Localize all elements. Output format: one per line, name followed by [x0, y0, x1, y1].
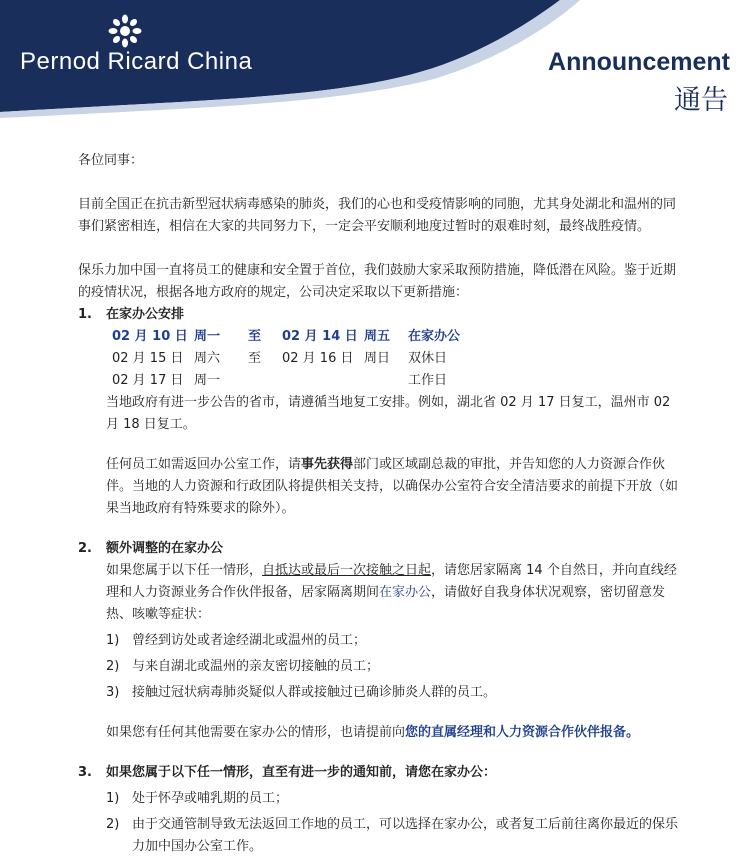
schedule-status: 双休日 [408, 351, 448, 366]
schedule-to-day [364, 370, 408, 392]
section-1-approval-paragraph [78, 454, 684, 520]
emphasis-text: 您的直属经理和人力资源合作伙伴报备。 [405, 725, 640, 740]
list-item-text: 由于交通管制导致无法返回工作地的员工，可以选择在家办公，或者复工后前往离你最近的保乐力加中国办公室工作。 [132, 817, 679, 854]
pernod-ricard-logo-icon [108, 14, 142, 48]
list-item-text: 曾经到访处或者途经湖北或温州的员工； [132, 633, 367, 648]
schedule-to-day: 周日 [364, 351, 391, 366]
section-3-heading [78, 762, 684, 784]
schedule-to-word: 至 [248, 351, 262, 366]
underlined-text: 自抵达或最后一次接触之日起 [262, 563, 432, 578]
emphasis-text: 事先获得 [301, 457, 354, 472]
list-item-text: 与来自湖北或温州的亲友密切接触的员工； [132, 659, 380, 674]
section-2-lead-paragraph [78, 560, 684, 626]
schedule-from-date: 02 月 10 日 [112, 329, 188, 344]
intro-paragraph-1: 目前全国正在抗击新型冠状病毒感染的肺炎，我们的心也和受疫情影响的同胞，尤其身处湖北和温州的同事们紧密相连，相信在大家的共同努力下，一定会平安顺利地度过暂时的艰难时刻，最终战胜疫情。 [78, 197, 677, 234]
text-run: ，请做好自我身体状况观察，密切留意发热、咳嗽等症状： [106, 585, 666, 622]
section-title: 在家办公安排 [106, 307, 185, 322]
schedule-to-date [282, 370, 364, 392]
schedule-status: 工作日 [408, 373, 448, 388]
schedule-row [112, 348, 488, 370]
text-run: 任何员工如需返回办公室工作，请 [106, 457, 302, 472]
list-item-text: 接触过冠状病毒肺炎疑似人群或接触过已确诊肺炎人群的员工。 [132, 685, 497, 700]
brand-name: Pernod Ricard China [20, 48, 253, 75]
list-item-number: 2) [106, 659, 120, 674]
list-item [78, 682, 684, 704]
announcement-title-zh: 通告 [674, 85, 728, 116]
list-item-number: 1) [106, 633, 120, 648]
schedule-row [112, 326, 488, 348]
intro-paragraph-2: 保乐力加中国一直将员工的健康和安全置于首位，我们鼓励大家采取预防措施，降低潜在风险。鉴于近期的疫情状况，根据各地方政府的规定，公司决定采取以下更新措施： [78, 263, 677, 300]
list-item-number: 1) [106, 791, 120, 806]
greeting: 各位同事： [78, 153, 144, 168]
schedule-from-date: 02 月 15 日 [112, 351, 184, 366]
list-item [78, 814, 684, 858]
schedule-from-day: 周一 [194, 373, 221, 388]
schedule-table [112, 326, 488, 392]
list-item-number: 3) [106, 685, 120, 700]
schedule-row [112, 370, 488, 392]
schedule-to-word [248, 370, 282, 392]
section-number: 2. [78, 541, 92, 556]
text-run: 如果您有任何其他需要在家办公的情形，也请提前向 [106, 725, 406, 740]
schedule-status: 在家办公 [408, 329, 461, 344]
list-item [78, 788, 684, 810]
header-banner [0, 0, 752, 120]
list-item [78, 630, 684, 652]
section-number: 3. [78, 765, 92, 780]
section-title: 额外调整的在家办公 [106, 541, 224, 556]
schedule-to-date: 02 月 16 日 [282, 351, 354, 366]
announcement-title-en: Announcement [548, 48, 730, 76]
section-1-heading [78, 304, 684, 326]
list-item-text: 处于怀孕或哺乳期的员工； [132, 791, 289, 806]
schedule-from-date: 02 月 17 日 [112, 373, 184, 388]
text-run: 如果您属于以下任一情形， [106, 563, 263, 578]
schedule-to-day: 周五 [364, 329, 391, 344]
text-run: ，请您居家隔离 14 个自然日，并向直线经理和人力资源业务合作伙伴报备，居家隔离期间 [106, 563, 677, 600]
section-2-heading [78, 538, 684, 560]
schedule-to-date: 02 月 14 日 [282, 329, 358, 344]
schedule-to-word: 至 [248, 329, 262, 344]
section-1-note: 当地政府有进一步公告的省市，请遵循当地复工安排。例如，湖北省 02 月 17 日复工，温州市 02 月 18 日复工。 [106, 395, 671, 432]
schedule-from-day: 周六 [194, 351, 221, 366]
section-title: 如果您属于以下任一情形，直至有进一步的通知前，请您在家办公： [106, 765, 497, 780]
text-run: 部门或区域副总裁的审批，并告知您的人力资源合作伙伴。当地的人力资源和行政团队将提供相关支持，以确保办公室符合安全清洁要求的前提下开放（如果当地政府有特殊要求的除外）。 [106, 457, 679, 516]
highlight-text: 在家办公 [379, 585, 432, 600]
list-item [78, 656, 684, 678]
schedule-from-day: 周一 [194, 329, 221, 344]
list-item-number: 2) [106, 817, 120, 832]
announcement-body [78, 150, 684, 858]
section-number: 1. [78, 307, 92, 322]
section-2-closing [78, 722, 684, 744]
